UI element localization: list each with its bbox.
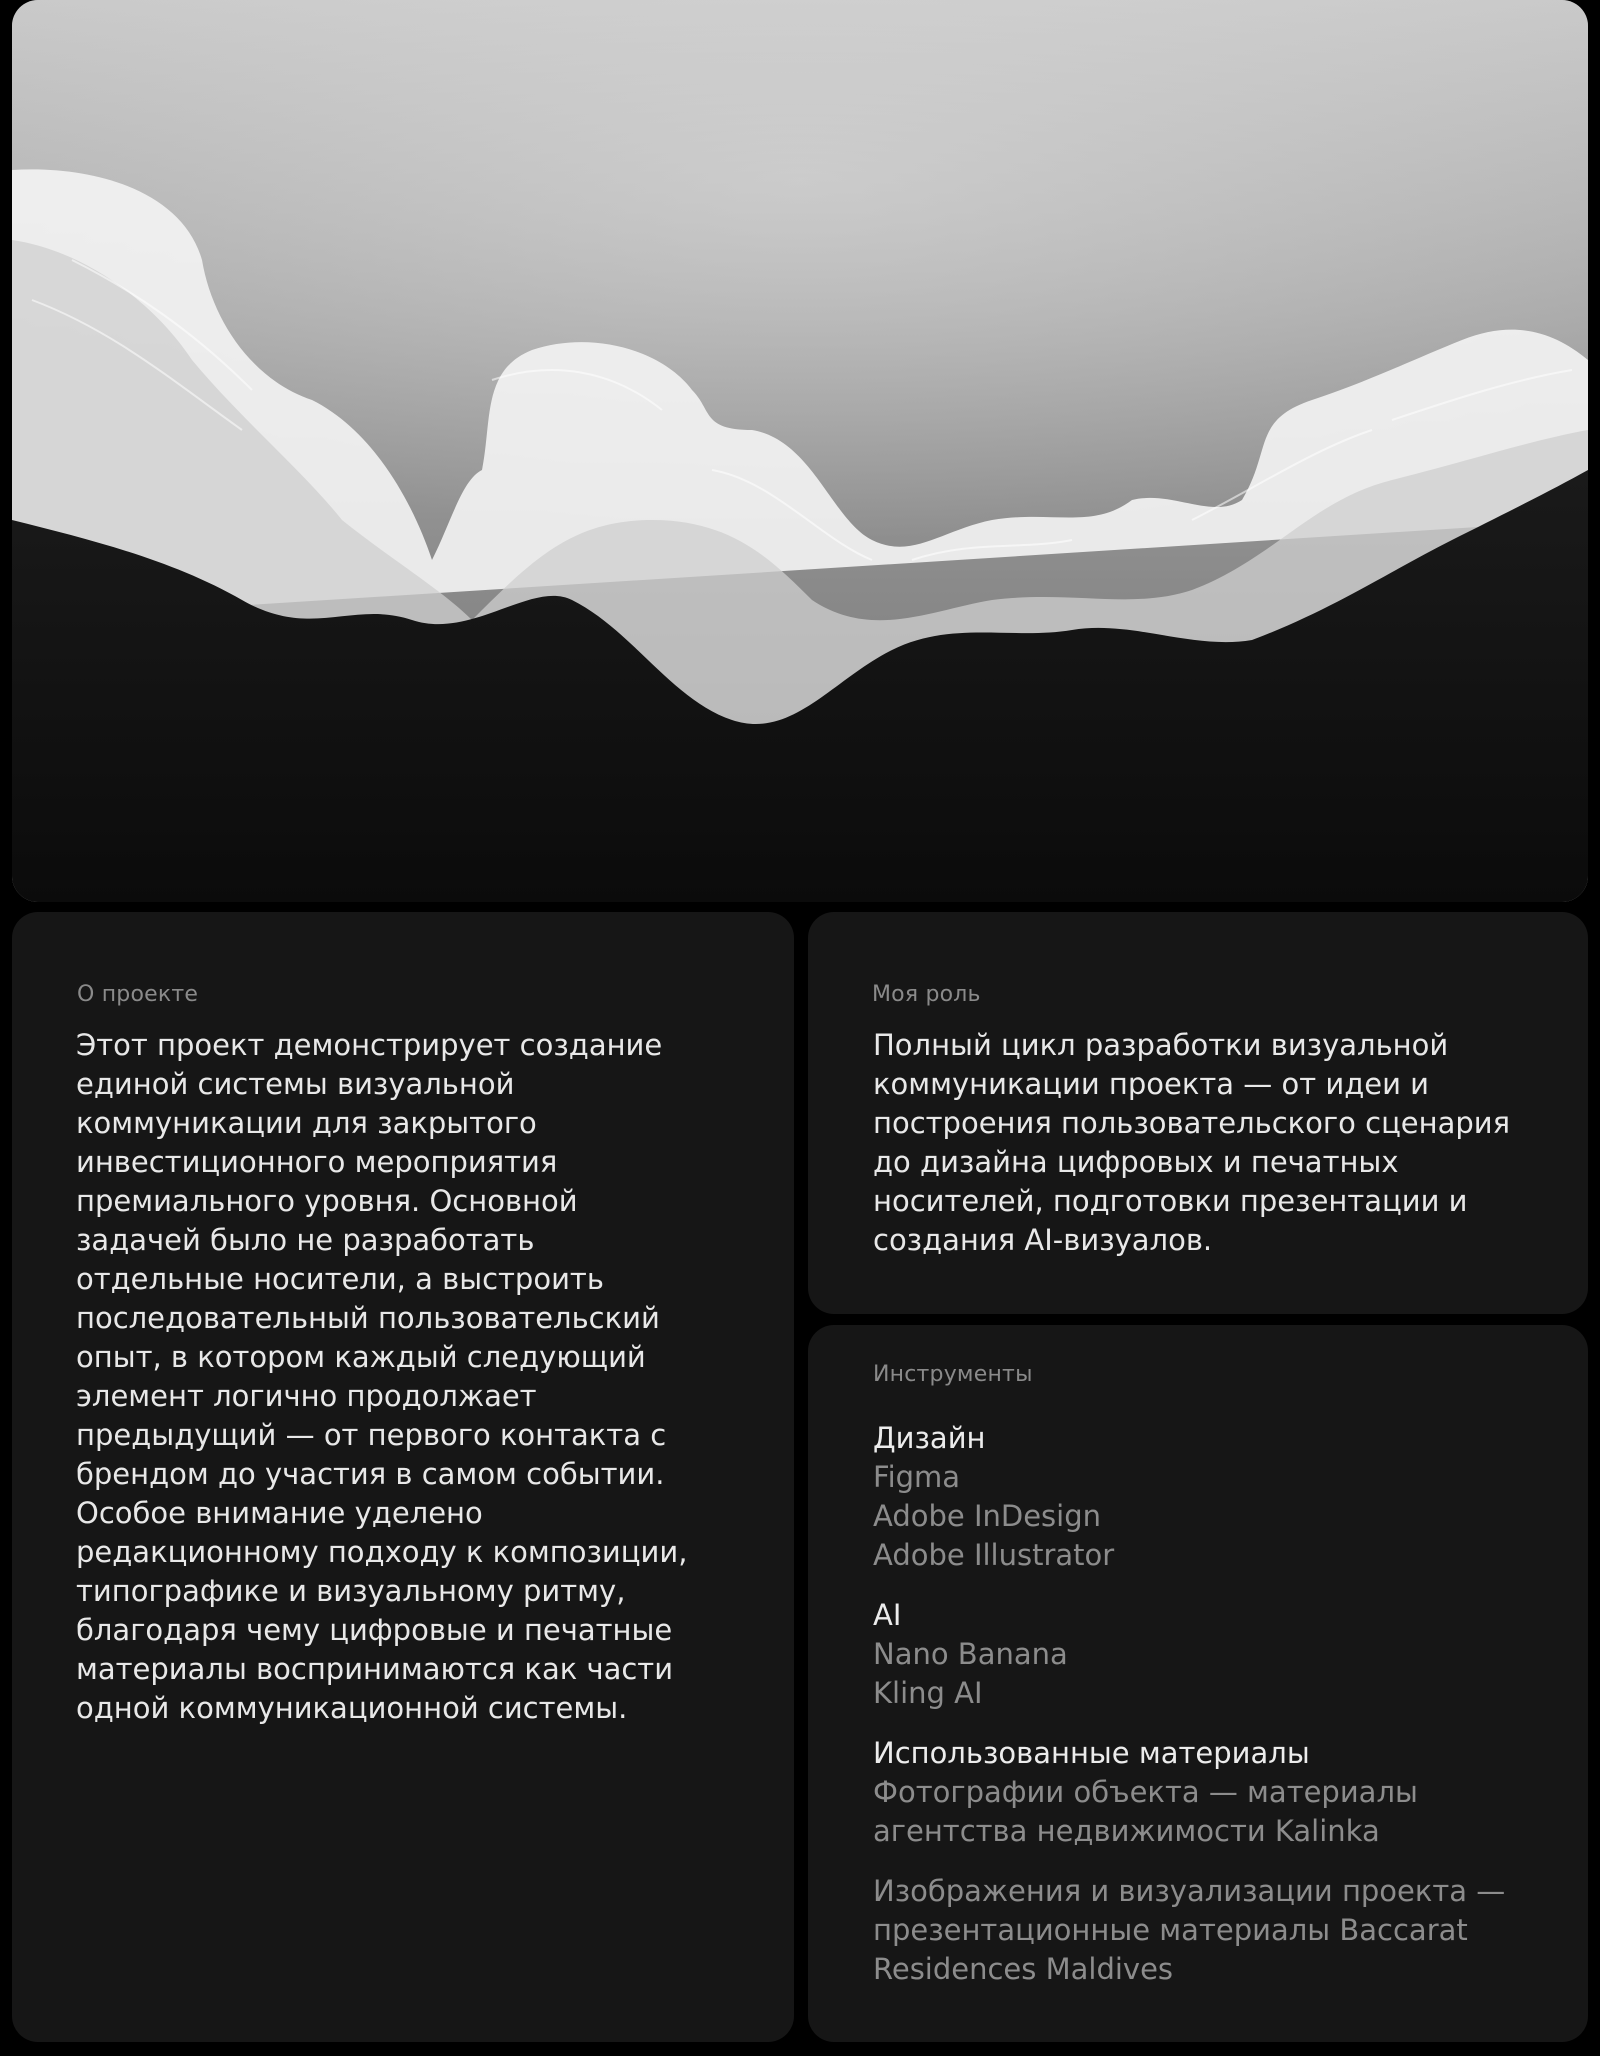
role-card xyxy=(808,912,1588,1314)
tools-group-ai xyxy=(873,1596,1563,1713)
about-card xyxy=(12,912,794,2042)
about-label: О проекте xyxy=(77,982,199,1007)
hero-image xyxy=(12,0,1588,902)
tool-item: Kling AI xyxy=(873,1676,983,1710)
role-label: Моя роль xyxy=(872,982,981,1007)
group-title: Дизайн xyxy=(873,1421,986,1455)
tools-card xyxy=(808,1325,1588,2042)
tool-item: Adobe InDesign xyxy=(873,1499,1102,1533)
material-item: Фотографии объекта — материалы агентства недвижимости Kalinka xyxy=(873,1775,1418,1848)
hero-photo-aerial-waves xyxy=(12,0,1588,902)
tool-item: Figma xyxy=(873,1460,961,1494)
tools-group-materials xyxy=(873,1734,1563,1851)
material-item: Изображения и визуализации проекта — презентационные материалы Baccarat Residences Maldives xyxy=(873,1874,1506,1986)
tool-item: Adobe Illustrator xyxy=(873,1538,1115,1572)
group-title: Использованные материалы xyxy=(873,1736,1310,1770)
tools-list xyxy=(873,1419,1563,1989)
about-text: Этот проект демонстрирует создание единой системы визуальной коммуникации для закрытого инвестиционного мероприятия премиального уровня. Основной задачей было не разработать отдельные носители, а выстроить последовательный пользовательский опыт, в котором каждый следующий элемент логично продолжает предыдущий — от первого контакта с брендом до участия в самом событии. Особое внимание уделено редакционному подходу к композиции, типографике и визуальному ритму, благодаря чему цифровые и печатные материалы воспринимаются как части одной коммуникационной системы. xyxy=(76,1028,688,1725)
role-text: Полный цикл разработки визуальной коммуникации проекта — от идеи и построения пользовательского сценария до дизайна цифровых и печатных носителей, подготовки презентации и создания AI-визуалов. xyxy=(873,1028,1511,1257)
tools-label: Инструменты xyxy=(873,1362,1033,1387)
group-title: AI xyxy=(873,1598,902,1632)
tool-item: Nano Banana xyxy=(873,1637,1068,1671)
tools-group-design xyxy=(873,1419,1563,1575)
